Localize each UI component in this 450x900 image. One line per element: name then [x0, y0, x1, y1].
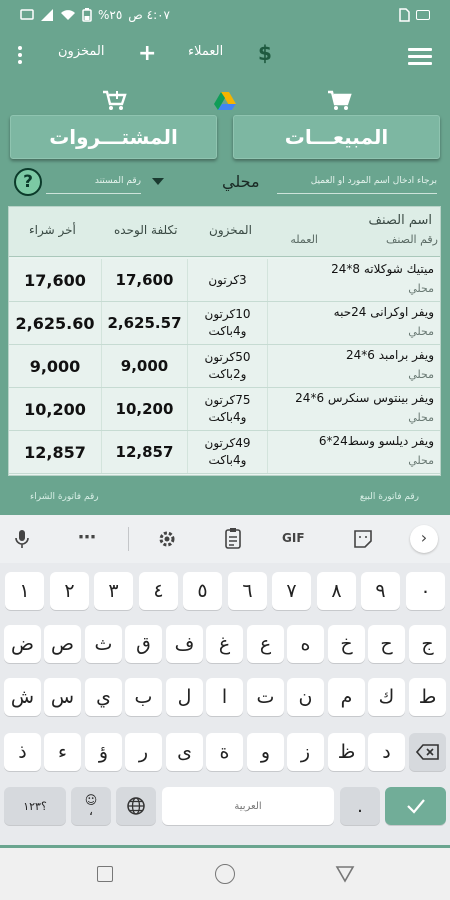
system-navigation-bar — [0, 848, 450, 900]
party-search-input[interactable]: برجاء ادخال اسم المورد او العميل — [277, 168, 437, 194]
expand-toolbar-icon[interactable]: › — [410, 525, 438, 553]
item-origin: محلي — [408, 282, 434, 295]
key[interactable]: ذ — [4, 733, 41, 771]
unit-cost-cell: 9,000 — [101, 345, 187, 387]
key[interactable]: ط — [409, 678, 446, 716]
filter-row — [0, 164, 450, 202]
key[interactable]: ح — [368, 625, 405, 663]
emoji-icon: ☺ — [84, 793, 98, 807]
table-row[interactable] — [9, 431, 441, 474]
item-name: ميتيك شوكلاته 8*24 — [331, 262, 434, 276]
items-table — [8, 206, 441, 476]
globe-icon — [126, 796, 146, 816]
stock-packs: و2باكت — [208, 367, 247, 381]
emoji-comma-key[interactable] — [71, 787, 111, 825]
backspace-key[interactable] — [409, 733, 446, 771]
key[interactable]: و — [247, 733, 284, 771]
stock-packs: و4باكت — [208, 453, 247, 467]
key[interactable]: ع — [247, 625, 284, 663]
item-name-cell — [267, 259, 441, 301]
purchases-button[interactable]: المشتـــروات — [10, 115, 217, 159]
header-currency: العمله — [290, 233, 318, 246]
add-to-cart-icon[interactable] — [101, 89, 127, 111]
key[interactable]: ر — [125, 733, 162, 771]
key[interactable]: ٧ — [272, 572, 311, 610]
key[interactable]: ١ — [5, 572, 44, 610]
stock-packs: و4باكت — [208, 324, 247, 338]
enter-key[interactable] — [385, 787, 446, 825]
unit-cost-cell: 12,857 — [101, 431, 187, 473]
sale-invoice-field[interactable]: رقم فاتورة البيع — [359, 492, 419, 502]
stock-cell — [187, 345, 267, 387]
item-origin: محلي — [408, 411, 434, 424]
microphone-icon[interactable] — [15, 529, 29, 549]
key[interactable]: ج — [409, 625, 446, 663]
key[interactable]: ب — [125, 678, 162, 716]
item-name-cell — [267, 302, 441, 344]
key[interactable]: ٤ — [139, 572, 178, 610]
key[interactable]: ك — [368, 678, 405, 716]
table-row[interactable] — [9, 302, 441, 345]
item-name-cell — [267, 388, 441, 430]
status-time: ٤:٠٧ ص — [128, 8, 171, 22]
item-name: ويفر بينتوس سنكرس 6*24 — [295, 391, 434, 405]
key[interactable]: خ — [328, 625, 365, 663]
backspace-icon — [416, 744, 440, 760]
doc-number-input[interactable]: رقم المستند — [46, 168, 141, 194]
space-key[interactable]: العربية — [162, 787, 334, 825]
checkmark-icon — [406, 798, 426, 814]
key[interactable]: ي — [85, 678, 122, 716]
item-origin: محلي — [408, 368, 434, 381]
table-row[interactable] — [9, 388, 441, 431]
key[interactable]: ه — [287, 625, 324, 663]
battery-percent: ٢٥% — [98, 8, 123, 22]
key[interactable]: ٩ — [361, 572, 400, 610]
customers-menu[interactable]: العملاء — [188, 44, 224, 59]
last-purchase-cell: 17,600 — [24, 270, 86, 290]
key[interactable]: ٥ — [183, 572, 222, 610]
header-last-purchase: أخر شراء — [29, 223, 76, 237]
unit-cost-cell: 2,625.57 — [101, 302, 187, 344]
recents-icon[interactable] — [97, 866, 113, 882]
keyboard — [0, 515, 450, 845]
stock-cartons: 10كرتون — [204, 307, 251, 321]
key[interactable]: ش — [4, 678, 41, 716]
location-select[interactable]: محلي — [222, 172, 260, 191]
stock-cell — [187, 259, 267, 301]
invoice-bar — [8, 480, 441, 516]
last-purchase-cell: 2,625.60 — [15, 313, 95, 333]
settings-icon[interactable] — [157, 529, 177, 549]
app-toolbar — [0, 30, 450, 85]
period-key[interactable]: . — [340, 787, 380, 825]
key[interactable]: م — [328, 678, 365, 716]
inventory-menu[interactable]: المخزون — [58, 44, 105, 59]
dropdown-arrow-icon[interactable] — [152, 178, 164, 186]
header-stock: المخزون — [209, 223, 252, 237]
unit-cost-cell: 17,600 — [101, 259, 187, 301]
gif-button[interactable]: GIF — [282, 531, 305, 545]
key[interactable]: ظ — [328, 733, 365, 771]
sticker-icon[interactable] — [353, 529, 373, 549]
google-drive-icon[interactable] — [213, 91, 237, 111]
key[interactable]: ث — [85, 625, 122, 663]
key[interactable]: ص — [44, 625, 81, 663]
purchase-invoice-field[interactable]: رقم فاتورة الشراء — [30, 492, 99, 502]
keyboard-toolbar — [0, 515, 450, 563]
item-name: ويفر اوكرانى 24حبه — [333, 305, 434, 319]
signal-icon — [40, 9, 54, 21]
back-icon[interactable] — [335, 865, 355, 883]
cart-icon[interactable] — [326, 89, 352, 111]
stock-cell — [187, 302, 267, 344]
key[interactable]: ٠ — [406, 572, 445, 610]
message-icon — [416, 10, 430, 20]
battery-icon — [82, 8, 92, 22]
sim-icon — [398, 8, 410, 22]
key[interactable]: ى — [166, 733, 203, 771]
help-icon[interactable]: ? — [14, 168, 42, 196]
key[interactable]: س — [44, 678, 81, 716]
key[interactable]: ٦ — [228, 572, 267, 610]
item-name: ويفر برامبد 6*24 — [345, 348, 434, 362]
key[interactable]: ف — [166, 625, 203, 663]
item-origin: محلي — [408, 325, 434, 338]
language-key[interactable] — [116, 787, 156, 825]
symbols-key[interactable]: ؟١٢٣ — [4, 787, 66, 825]
header-unit-cost: تكلفة الوحده — [114, 223, 178, 237]
key[interactable]: ز — [287, 733, 324, 771]
item-name-cell — [267, 431, 441, 473]
key[interactable]: ن — [287, 678, 324, 716]
stock-cartons: 3كرتون — [208, 272, 247, 287]
key[interactable]: ا — [206, 678, 243, 716]
table-header — [9, 207, 441, 257]
stock-packs: و4باكت — [208, 410, 247, 424]
key[interactable]: ق — [125, 625, 162, 663]
last-purchase-cell: 12,857 — [24, 442, 86, 462]
table-row[interactable] — [9, 259, 441, 302]
unit-cost-cell: 10,200 — [101, 388, 187, 430]
currency-icon[interactable]: $ — [258, 41, 272, 65]
key[interactable]: ٨ — [317, 572, 356, 610]
stock-cartons: 50كرتون — [204, 350, 251, 364]
cast-icon — [20, 9, 34, 21]
item-name-cell — [267, 345, 441, 387]
status-bar — [0, 0, 450, 30]
key[interactable]: ة — [206, 733, 243, 771]
header-item-name: اسم الصنف — [368, 213, 432, 228]
key[interactable]: ؤ — [85, 733, 122, 771]
menu-icon[interactable] — [408, 48, 432, 66]
item-name: ويفر ديلسو وسط24*6 — [318, 434, 434, 448]
last-purchase-cell: 10,200 — [24, 399, 86, 419]
key[interactable]: د — [368, 733, 405, 771]
stock-cartons: 49كرتون — [204, 436, 251, 450]
key[interactable]: ض — [4, 625, 41, 663]
clipboard-icon[interactable] — [224, 527, 242, 549]
status-left — [20, 8, 170, 22]
item-origin: محلي — [408, 454, 434, 467]
add-icon[interactable]: + — [138, 41, 157, 66]
header-item-number: رقم الصنف — [385, 233, 438, 246]
comma-label: ، — [88, 804, 94, 819]
stock-cartons: 75كرتون — [204, 393, 251, 407]
stock-cell — [187, 388, 267, 430]
key[interactable]: ٣ — [94, 572, 133, 610]
wifi-icon — [60, 9, 76, 21]
key[interactable]: ٢ — [50, 572, 89, 610]
key[interactable]: غ — [206, 625, 243, 663]
key[interactable]: ت — [247, 678, 284, 716]
toolbar-divider — [128, 527, 129, 551]
overflow-menu-icon[interactable] — [18, 46, 24, 67]
stock-cell — [187, 431, 267, 473]
key[interactable]: ل — [166, 678, 203, 716]
home-icon[interactable] — [215, 864, 235, 884]
table-row[interactable] — [9, 345, 441, 388]
status-right — [398, 8, 430, 22]
sales-button[interactable]: المبيعـــات — [233, 115, 440, 159]
last-purchase-cell: 9,000 — [29, 356, 81, 376]
more-icon[interactable]: ⋯ — [78, 527, 96, 548]
key[interactable]: ء — [44, 733, 81, 771]
